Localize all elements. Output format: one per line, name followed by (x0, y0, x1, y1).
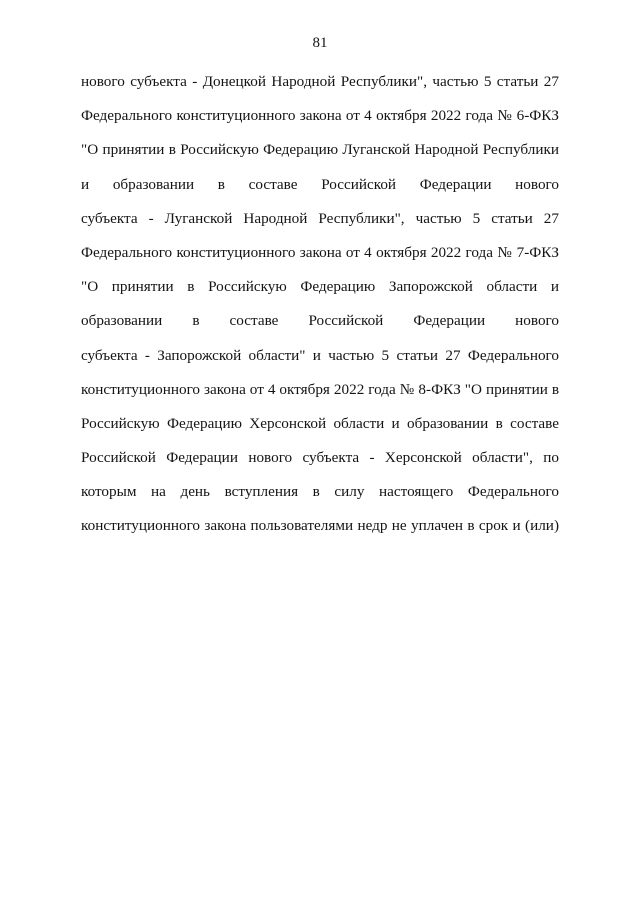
text-line: Федерального конституционного закона от 4 октября 2022 года № 7-ФКЗ (81, 243, 559, 261)
text-line: "О принятии в Российскую Федерацию Запорожской области и (81, 278, 559, 296)
page-number: 81 (312, 35, 328, 51)
text-line: Российской Федерации нового субъекта - Херсонской области", по (81, 449, 559, 467)
text-line: которым на день вступления в силу настоящего Федерального (81, 483, 559, 501)
text-line: образовании в составе Российской Федерации нового (81, 312, 559, 330)
text-line: субъекта - Луганской Народной Республики", частью 5 статьи 27 (81, 209, 559, 227)
text-line: субъекта - Запорожской области" и частью 5 статьи 27 Федерального (81, 346, 559, 364)
text-line: Федерального конституционного закона от 4 октября 2022 года № 6-ФКЗ (81, 107, 559, 125)
text-line: конституционного закона пользователями недр не уплачен в срок и (или) (81, 517, 559, 535)
text-line: конституционного закона от 4 октября 2022 года № 8-ФКЗ "О принятии в (81, 380, 559, 398)
text-line: "О принятии в Российскую Федерацию Луганской Народной Республики (81, 141, 559, 159)
text-line: Российскую Федерацию Херсонской области и образовании в составе (81, 414, 559, 432)
text-line: нового субъекта - Донецкой Народной Республики", частью 5 статьи 27 (81, 73, 559, 90)
body-text (81, 72, 559, 551)
text-line: и образовании в составе Российской Федерации нового (81, 175, 559, 193)
